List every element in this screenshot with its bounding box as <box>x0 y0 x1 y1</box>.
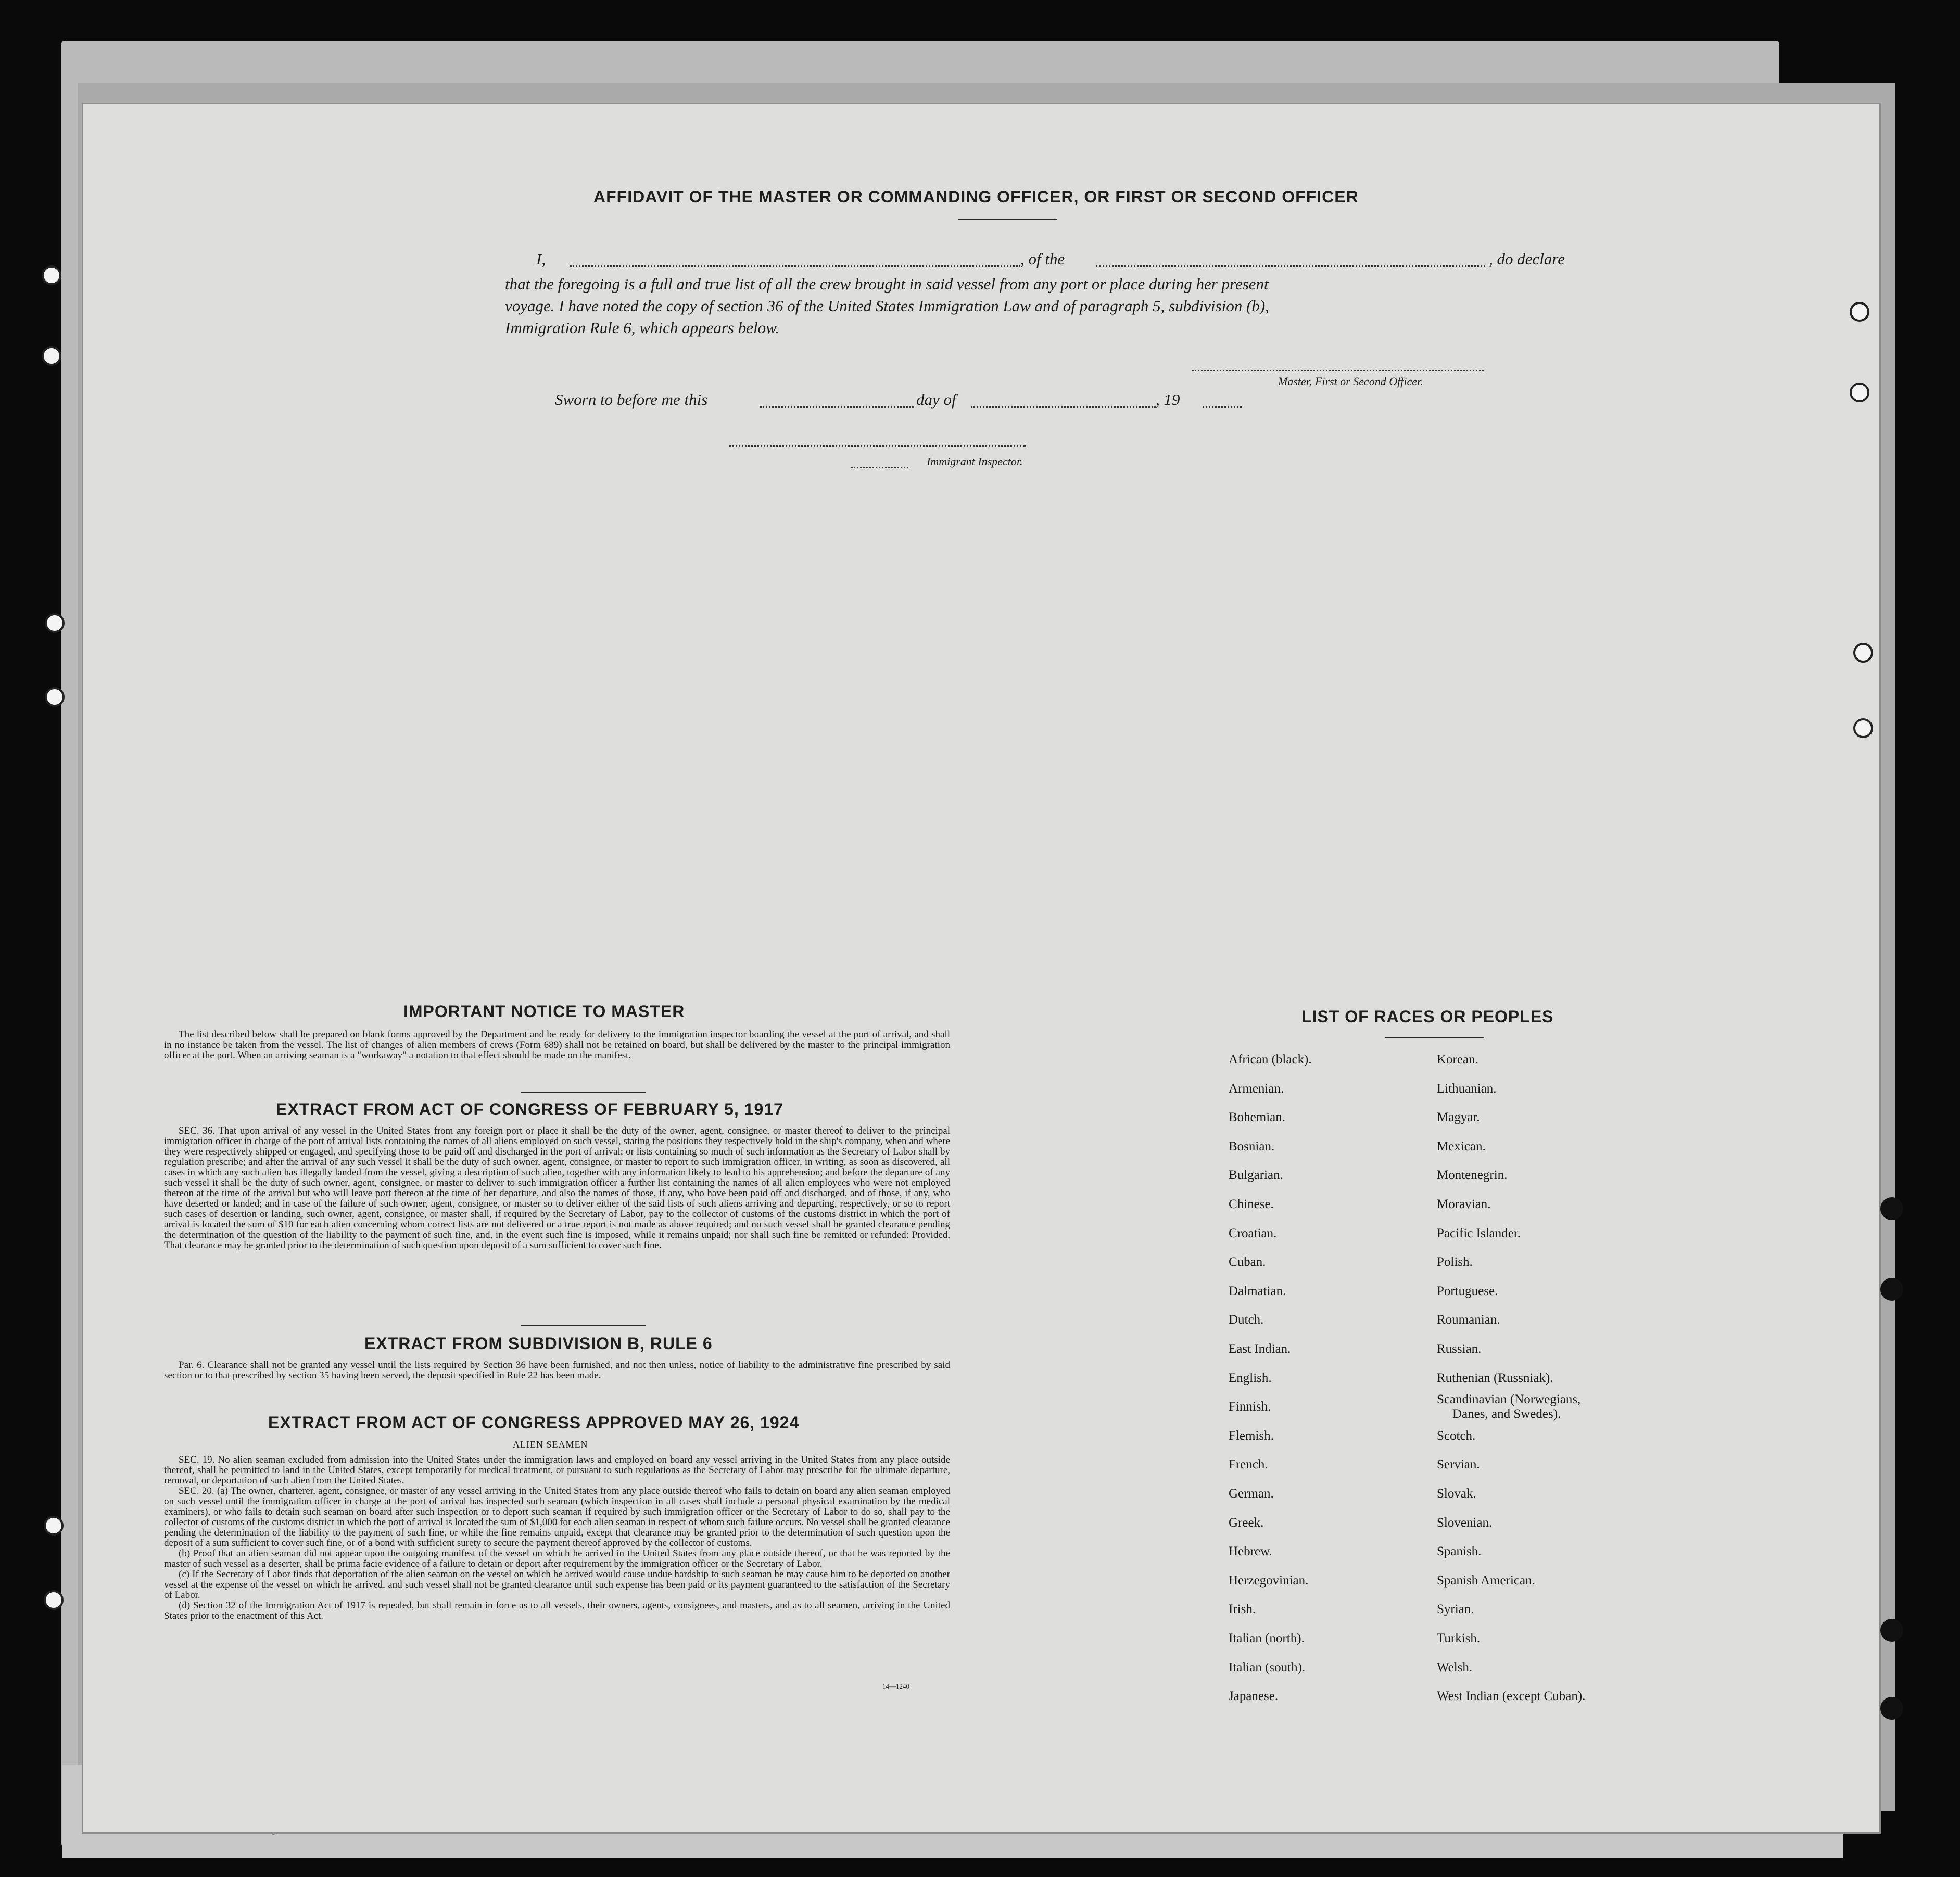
race-item: Mexican. <box>1437 1139 1486 1153</box>
binder-hole <box>1853 643 1873 663</box>
master-name-line[interactable] <box>570 265 1020 267</box>
extract-1917-heading: EXTRACT FROM ACT OF CONGRESS OF FEBRUARY 5, 1917 <box>276 1100 783 1119</box>
race-item: Cuban. <box>1229 1255 1266 1270</box>
race-item: Magyar. <box>1437 1110 1480 1125</box>
year-label: , 19 <box>1156 390 1180 409</box>
extract-1924-body <box>164 1455 950 1621</box>
binder-hole <box>42 346 61 366</box>
race-item: Dutch. <box>1229 1313 1264 1327</box>
affidavit-heading: AFFIDAVIT OF THE MASTER OR COMMANDING OFFICER, OR FIRST OR SECOND OFFICER <box>593 187 1359 206</box>
races-heading: LIST OF RACES OR PEOPLES <box>1301 1007 1554 1026</box>
race-item: Ruthenian (Russniak). <box>1437 1371 1553 1385</box>
race-item: Korean. <box>1437 1052 1478 1067</box>
race-item: Finnish. <box>1229 1400 1271 1414</box>
race-item: Irish. <box>1229 1602 1256 1617</box>
day-of-label: day of <box>916 390 956 409</box>
race-item: Herzegovinian. <box>1229 1573 1309 1588</box>
affidavit-line-4: Immigration Rule 6, which appears below. <box>505 319 780 337</box>
race-item: Slovenian. <box>1437 1515 1493 1530</box>
binder-hole <box>1880 1697 1903 1720</box>
affidavit-i-label: I, <box>536 250 546 268</box>
sworn-day-line[interactable] <box>760 406 914 408</box>
extract-1924-heading: EXTRACT FROM ACT OF CONGRESS APPROVED MAY 26, 1924 <box>268 1413 800 1432</box>
binder-hole <box>1880 1278 1903 1301</box>
race-item: German. <box>1229 1487 1274 1501</box>
race-item: French. <box>1229 1457 1268 1472</box>
race-item: Italian (north). <box>1229 1631 1305 1645</box>
race-item: Bohemian. <box>1229 1110 1286 1125</box>
race-item: Dalmatian. <box>1229 1284 1286 1298</box>
notice-body <box>164 1030 950 1061</box>
race-item: Slovak. <box>1437 1487 1476 1501</box>
sec-20c-paragraph: (c) If the Secretary of Labor finds that deportation of the alien seaman on the vessel on which he arrived would cause undue hardship to such seaman he may cause him to be deported on another vessel at the expense of the vessel on which he arrived, and such vessel shall not be granted clearance until such expense has been paid or its payment guaranteed to the satisfaction of the Secretary of Labor. <box>164 1569 950 1601</box>
affidavit-line-2: that the foregoing is a full and true list of all the crew brought in said vessel from any port or place during her present <box>505 275 1269 293</box>
inspector-signature-caption: Immigrant Inspector. <box>927 455 1023 468</box>
form-number: 14—1240 <box>882 1682 909 1690</box>
sworn-year-line[interactable] <box>1203 406 1242 408</box>
officer-signature-caption: Master, First or Second Officer. <box>1278 375 1423 388</box>
affidavit-do-declare: , do declare <box>1489 250 1565 268</box>
sec-36-paragraph: SEC. 36. That upon arrival of any vessel in the United States from any foreign port or place it shall be the duty of the owner, agent, consignee, or master thereof to deliver to the principal immigration officer in charge of the port of arrival lists containing the names of all aliens employed on such vessel, stating the positions they respectively hold in the ship's company, when and where they were respectively shipped or engaged, and specifying those to be paid off and discharged in the port of arrival; or lists containing so much of such information as the Secretary of Labor shall by regulation prescribe; and after the arrival of any such vessel it shall be the duty of such owner, agent, consignee, or master to report to such immigration officer, in writing, as soon as discovered, all cases in which any such alien has illegally landed from the vessel, giving a description of such alien, together with any information likely to lead to his apprehension; and before the departure of any such vessel it shall be the duty of such owner, agent, consignee, or master to deliver to such immigration officer a further list containing the names of all alien employees who were not employed thereon at the time of the arrival but who will leave port thereon at the time of her departure, and also the names of those, if any, who have been paid off and discharged, and of those, if any, who have deserted or landed; and in case of the failure of such owner, agent, consignee, or master so to deliver either of the said lists of such aliens arriving and departing, respectively, or so to report such cases of desertion or landing, such owner, agent, consignee, or master shall, if required by the Secretary of Labor, pay to the collector of customs of the customs district in which the port of arrival is located the sum of $10 for each alien concerning whom correct lists are not delivered or a true report is not made as above required; and no such vessel shall be granted clearance pending the determination of the question of the liability to the payment of such fine, and, in the event such fine is imposed, while it remains unpaid; nor shall such fine be remitted or refunded: Provided, That clearance may be granted prior to the determination of such question upon deposit of a sum sufficient to cover such fine. <box>164 1125 950 1251</box>
race-item: Montenegrin. <box>1437 1168 1508 1183</box>
binder-hole <box>1880 1619 1903 1642</box>
race-item: Welsh. <box>1437 1660 1473 1675</box>
race-item: Hebrew. <box>1229 1544 1272 1559</box>
race-item: Roumanian. <box>1437 1313 1500 1327</box>
officer-signature-line[interactable] <box>1192 370 1484 371</box>
race-item: Bulgarian. <box>1229 1168 1283 1183</box>
binder-hole <box>1850 302 1869 322</box>
extract-rule6-heading: EXTRACT FROM SUBDIVISION B, RULE 6 <box>364 1334 713 1353</box>
binder-hole <box>45 687 65 707</box>
race-item: Croatian. <box>1229 1226 1277 1240</box>
race-item: Turkish. <box>1437 1631 1481 1645</box>
binder-hole <box>1853 718 1873 738</box>
race-item: African (black). <box>1229 1052 1312 1067</box>
race-item: Portuguese. <box>1437 1284 1498 1298</box>
sec-20a-paragraph: SEC. 20. (a) The owner, charterer, agent, consignee, or master of any vessel arriving in the United States from any place outside thereof who fails to detain on board any alien seaman employed on such vessel until the immigration officer in charge at the port of arrival has inspected such seaman (which inspection in all cases shall include a personal physical examination by the medical examiners), or who fails to detain such seaman on board after such inspection or to deport such seaman if required by such immigration officer or the Secretary of Labor to do so, shall pay to the collector of customs of the customs district in which the port of arrival is located the sum of $1,000 for each alien seaman in respect of whom such failure occurs. No vessel shall be granted clearance pending the determination of the liability to the payment of such fine, or while the fine remains unpaid, except that clearance may be granted prior to the determination of such question upon the deposit of a sum sufficient to cover such fine, or of a bond with sufficient surety to secure the payment thereof approved by the collector of customs. <box>164 1486 950 1549</box>
binder-hole <box>1880 1197 1903 1220</box>
race-item: Scandinavian (Norwegians, <box>1437 1392 1581 1407</box>
binder-hole <box>45 613 65 633</box>
race-item: Danes, and Swedes). <box>1452 1407 1561 1422</box>
race-item: Lithuanian. <box>1437 1081 1497 1096</box>
sworn-label: Sworn to before me this <box>555 390 708 409</box>
inspector-signature-lead <box>851 467 908 468</box>
par-6-paragraph: Par. 6. Clearance shall not be granted any vessel until the lists required by Section 36 have been furnished, and not then unless, notice of liability to the administrative fine prescribed by said section or to that prescribed by section 35 having been served, the deposit specified in Rule 22 has been made. <box>164 1360 950 1381</box>
race-item: Polish. <box>1437 1255 1473 1270</box>
inspector-signature-line[interactable] <box>729 445 1026 447</box>
race-item: English. <box>1229 1371 1272 1385</box>
sworn-month-line[interactable] <box>971 406 1156 408</box>
race-item: East Indian. <box>1229 1342 1291 1356</box>
divider <box>958 219 1057 220</box>
extract-1917-body <box>164 1126 950 1251</box>
race-item: Greek. <box>1229 1515 1264 1530</box>
binder-hole <box>1850 383 1869 402</box>
race-item: Spanish American. <box>1437 1573 1535 1588</box>
sec-19-paragraph: SEC. 19. No alien seaman excluded from admission into the United States under the immigration laws and employed on board any vessel arriving in the United States from any place outside thereof, shall be permitted to land in the United States, except temporarily for medical treatment, or pursuant to such regulations as the Secretary of Labor may prescribe for the ultimate departure, removal, or deportation of such alien from the United States. <box>164 1454 950 1486</box>
notice-heading: IMPORTANT NOTICE TO MASTER <box>403 1002 685 1021</box>
race-item: Spanish. <box>1437 1544 1482 1559</box>
race-item: Moravian. <box>1437 1197 1491 1211</box>
binder-hole <box>44 1590 64 1610</box>
race-item: Italian (south). <box>1229 1660 1306 1675</box>
race-item: Armenian. <box>1229 1081 1284 1096</box>
race-item: Russian. <box>1437 1342 1482 1356</box>
extract-rule6-body <box>164 1360 950 1381</box>
race-item: Pacific Islander. <box>1437 1226 1521 1240</box>
race-item: Syrian. <box>1437 1602 1474 1617</box>
crew-list-form-page <box>83 104 1879 1832</box>
divider <box>1385 1037 1484 1038</box>
race-item: Flemish. <box>1229 1428 1274 1443</box>
race-item: Chinese. <box>1229 1197 1274 1211</box>
binder-hole <box>42 265 61 285</box>
race-item: Scotch. <box>1437 1428 1476 1443</box>
binder-hole <box>44 1516 64 1536</box>
race-item: West Indian (except Cuban). <box>1437 1689 1586 1704</box>
affidavit-of-the: , of the <box>1020 250 1065 268</box>
affidavit-line-3: voyage. I have noted the copy of section 36 of the United States Immigration Law and of paragraph 5, subdivision (b), <box>505 297 1269 315</box>
race-item: Bosnian. <box>1229 1139 1275 1153</box>
race-item: Servian. <box>1437 1457 1480 1472</box>
divider <box>521 1092 646 1093</box>
sec-20b-paragraph: (b) Proof that an alien seaman did not appear upon the outgoing manifest of the vessel on which he arrived in the United States from any place outside thereof, or that he was reported by the master of such vessel as a deserter, shall be prima facie evidence of a failure to detain or deport after requirement by the immigration officer or the Secretary of Labor. <box>164 1548 950 1569</box>
divider <box>521 1325 646 1326</box>
alien-seamen-subheading: ALIEN SEAMEN <box>513 1439 588 1450</box>
vessel-name-line[interactable] <box>1096 265 1485 267</box>
notice-paragraph: The list described below shall be prepared on blank forms approved by the Department and be ready for delivery to the immigration inspector boarding the vessel at the port of arrival, and shall in no instance be taken from the vessel. The list of changes of alien members of crews (Form 689) shall not be retained on board, but shall be delivered by the master to the principal immigration officer at the port. When an arriving seaman is a "workaway" a notation to that effect should be made on the manifest. <box>164 1029 950 1061</box>
race-item: Japanese. <box>1229 1689 1279 1704</box>
sec-20d-paragraph: (d) Section 32 of the Immigration Act of 1917 is repealed, but shall remain in force as to all vessels, their owners, agents, consignees, and masters, and as to all seamen, arriving in the United States prior to the enactment of this Act. <box>164 1600 950 1621</box>
